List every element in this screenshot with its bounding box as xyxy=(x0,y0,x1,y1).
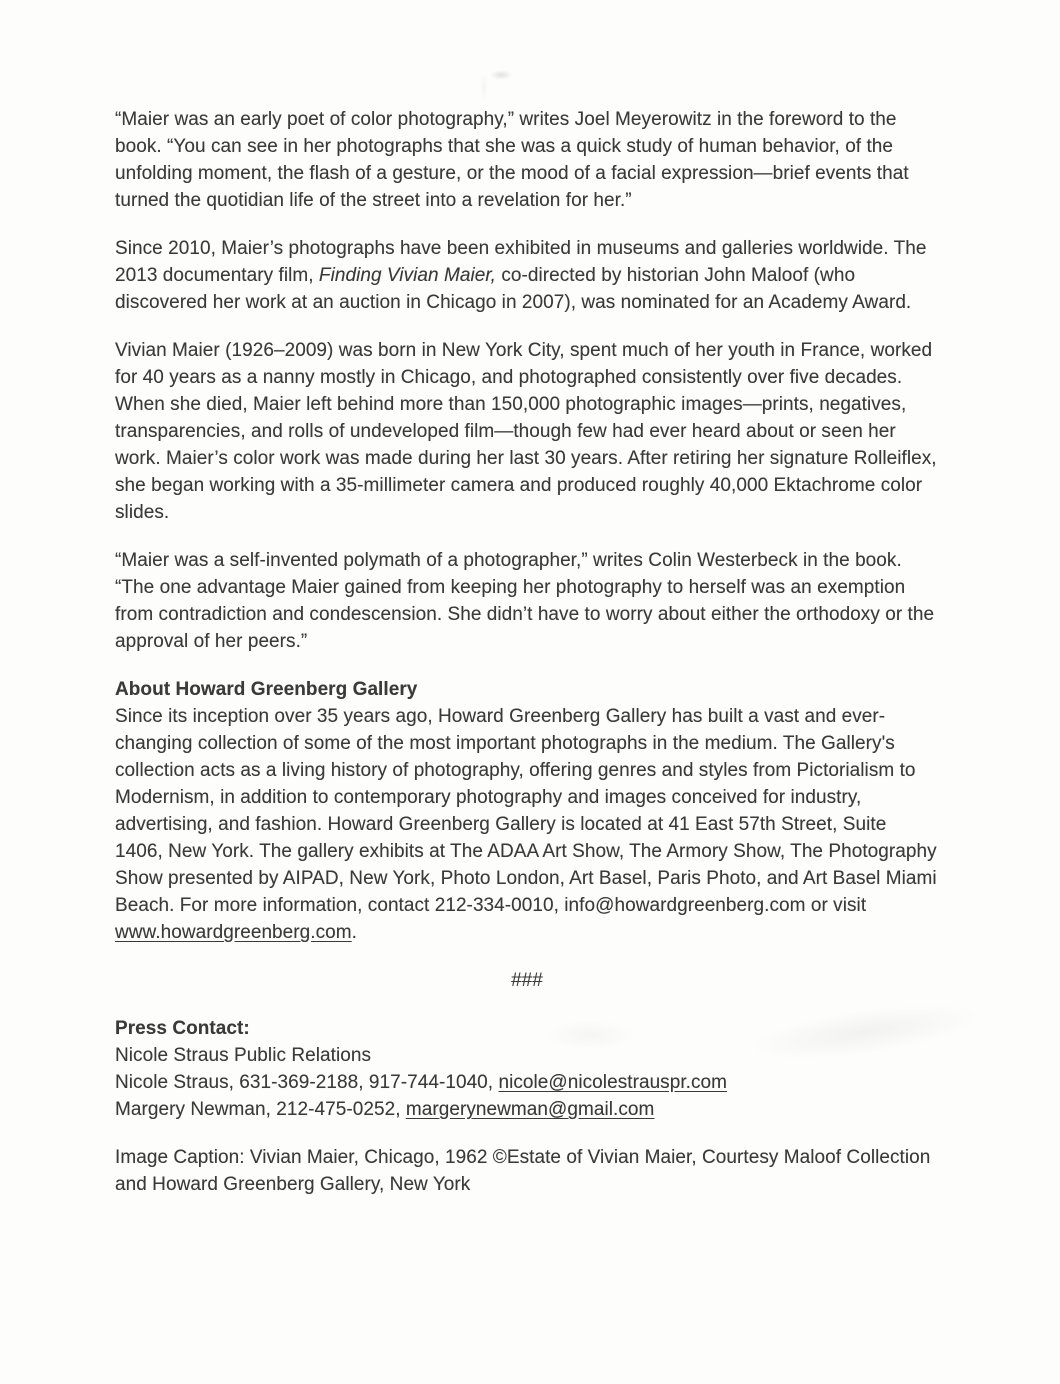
film-title-italic: Finding Vivian Maier, xyxy=(318,265,496,286)
quote-meyerowitz-paragraph-text: “Maier was an early poet of color photography,” writes Joel Meyerowitz in the foreword to the book. “You can see in her photographs that she was a quick study of human behavior, of the unfolding moment, the flash of a gesture, or the mood of a facial expression—brief events that turned the quotidian life of the street into a revelation for her.” xyxy=(115,109,909,211)
exhibitions-documentary-paragraph xyxy=(115,235,939,316)
end-marker-text: ### xyxy=(511,970,543,991)
scan-smudge-artifact xyxy=(480,72,488,102)
press-contact-nicole xyxy=(115,1069,939,1096)
about-gallery-heading xyxy=(115,676,939,703)
biography-paragraph xyxy=(115,337,939,526)
about-gallery-paragraph-text: Since its inception over 35 years ago, Howard Greenberg Gallery has built a vast and ever-changing collection of some of the most important photographs in the medium. The Gallery's collection acts as a living history of photography, offering genres and styles from Pictorialism to Modernism, in addition to contemporary photography and images conceived for industry, advertising, and fashion. Howard Greenberg Gallery is located at 41 East 57th Street, Suite 1406, New York. The gallery exhibits at The ADAA Art Show, The Armory Show, The Photography Show presented by AIPAD, New York, Photo London, Art Basel, Paris Photo, and Art Basel Miami Beach. For more information, contact 212-334-0010, info@howardgreenberg.com or visit xyxy=(115,706,937,916)
press-contact-margery xyxy=(115,1096,939,1123)
about-gallery-paragraph-text: . xyxy=(351,922,357,943)
press-contact-company-text: Nicole Straus Public Relations xyxy=(115,1045,372,1066)
margery-email-link: margerynewman@gmail.com xyxy=(405,1099,655,1120)
quote-meyerowitz-paragraph xyxy=(115,106,939,214)
press-contact-margery-text: Margery Newman, 212-475-0252, xyxy=(115,1099,406,1120)
end-marker xyxy=(115,967,939,994)
quote-westerbeck-paragraph xyxy=(115,547,939,655)
press-contact-nicole-text: Nicole Straus, 631-369-2188, 917-744-1040, xyxy=(115,1072,499,1093)
about-gallery-paragraph xyxy=(115,703,939,946)
about-gallery-heading-text: About Howard Greenberg Gallery xyxy=(115,679,418,700)
biography-paragraph-text: Vivian Maier (1926–2009) was born in New York City, spent much of her youth in France, worked for 40 years as a nanny mostly in Chicago, and photographed consistently over five decades. When she died, Maier left behind more than 150,000 photographic images—prints, negatives, transparencies, and rolls of undeveloped film—though few had ever heard about or seen her work. Maier’s color work was made during her last 30 years. After retiring her signature Rolleiflex, she began working with a 35-millimeter camera and produced roughly 40,000 Ektachrome color slides. xyxy=(115,340,937,523)
gallery-website-link: www.howardgreenberg.com xyxy=(115,922,352,943)
press-contact-heading-text: Press Contact: xyxy=(115,1018,250,1039)
press-contact-company xyxy=(115,1042,939,1069)
exhibitions-documentary-paragraph-text: co-directed by historian John Maloof (who discovered her work at an auction in Chicago in 2007), was nominated for an Academy Award. xyxy=(115,265,912,313)
image-caption-paragraph-text: Image Caption: Vivian Maier, Chicago, 1962 ©Estate of Vivian Maier, Courtesy Maloof Collection and Howard Greenberg Gallery, New York xyxy=(115,1147,931,1195)
image-caption-paragraph xyxy=(115,1144,939,1198)
nicole-email-link: nicole@nicolestrauspr.com xyxy=(498,1072,728,1093)
scan-smudge-artifact xyxy=(490,70,512,80)
press-contact-heading xyxy=(115,1015,939,1042)
quote-westerbeck-paragraph-text: “Maier was a self-invented polymath of a photographer,” writes Colin Westerbeck in the book. “The one advantage Maier gained from keeping her photography to herself was an exemption from contradiction and condescension. She didn’t have to worry about either the orthodoxy or the approval of her peers.” xyxy=(115,550,935,652)
exhibitions-documentary-paragraph-text: Since 2010, Maier’s photographs have been exhibited in museums and galleries worldwide. The 2013 documentary film, xyxy=(115,238,927,286)
document-body xyxy=(115,106,939,1198)
